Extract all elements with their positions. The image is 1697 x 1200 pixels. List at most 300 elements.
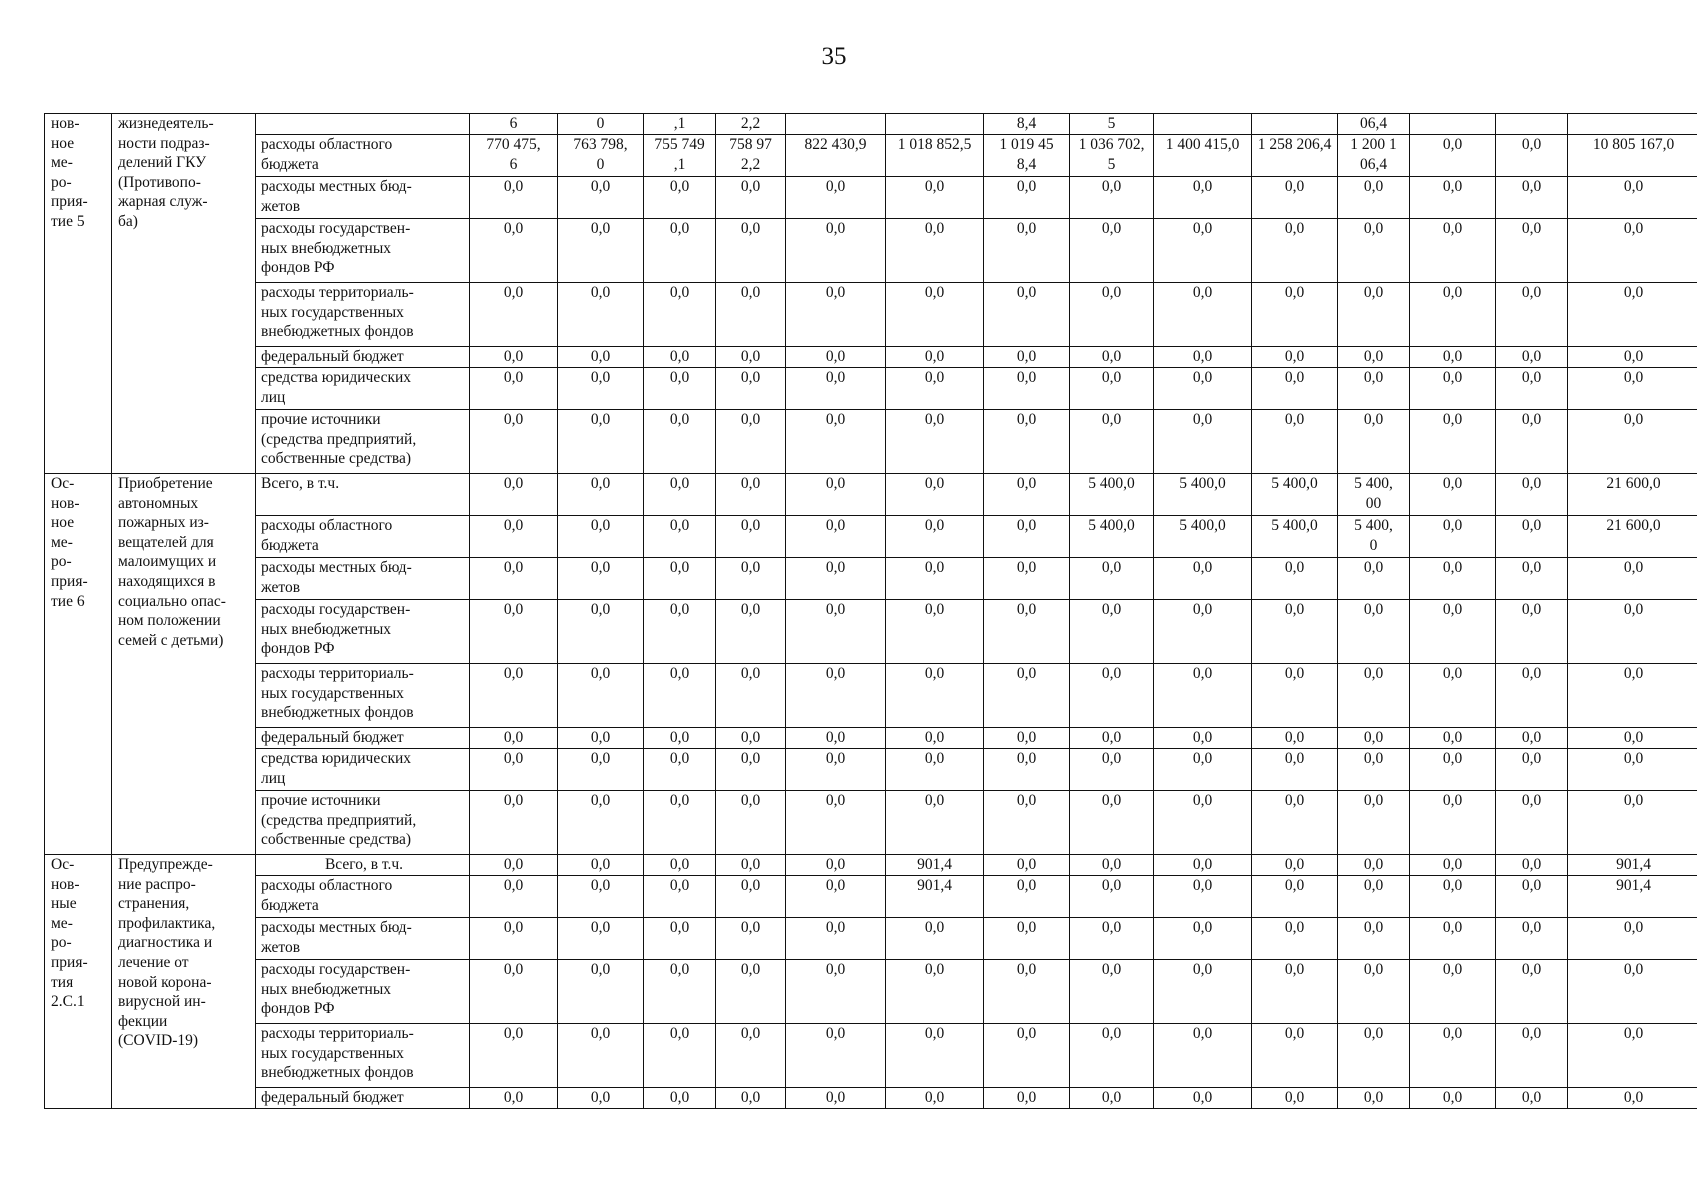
funding-source-cell: федеральный бюджет — [256, 347, 470, 368]
value-cell: 0,0 — [558, 368, 644, 410]
value-cell: 0,0 — [786, 219, 886, 283]
value-cell: 0,0 — [786, 855, 886, 876]
value-cell: 0,0 — [1496, 664, 1568, 728]
activity-number-cell: Ос- нов- ное ме- ро- прия- тие 6 — [45, 474, 112, 855]
table-row — [45, 728, 1697, 749]
value-cell: 1 258 206,4 — [1252, 135, 1338, 177]
funding-source-cell: расходы территориаль- ных государственных внебюджетных фондов — [256, 283, 470, 347]
value-cell: 0,0 — [1410, 876, 1496, 918]
value-cell: 0,0 — [558, 855, 644, 876]
value-cell: 0,0 — [1252, 219, 1338, 283]
value-cell: 0,0 — [984, 558, 1070, 600]
value-cell: 0,0 — [1496, 368, 1568, 410]
value-cell: 0,0 — [786, 368, 886, 410]
value-cell: 0,0 — [644, 918, 716, 960]
value-cell: 0,0 — [1496, 728, 1568, 749]
value-cell: 0,0 — [1252, 728, 1338, 749]
value-cell: 0,0 — [1496, 855, 1568, 876]
value-cell: 0,0 — [470, 1088, 558, 1109]
value-cell: 0,0 — [644, 960, 716, 1024]
value-cell: 0,0 — [1252, 791, 1338, 855]
value-cell: 0,0 — [1070, 1088, 1154, 1109]
value-cell: 0,0 — [786, 918, 886, 960]
funding-source-cell: средства юридических лиц — [256, 749, 470, 791]
table-row — [45, 749, 1697, 791]
value-cell: 0,0 — [786, 749, 886, 791]
value-cell: 0,0 — [470, 749, 558, 791]
value-cell: 0,0 — [716, 876, 786, 918]
value-cell: 0,0 — [644, 283, 716, 347]
value-cell — [1568, 114, 1697, 135]
value-cell: 0,0 — [886, 516, 984, 558]
value-cell: 0,0 — [1410, 347, 1496, 368]
value-cell: 1 400 415,0 — [1154, 135, 1252, 177]
value-cell — [786, 114, 886, 135]
value-cell: 06,4 — [1338, 114, 1410, 135]
value-cell: 822 430,9 — [786, 135, 886, 177]
value-cell: 0,0 — [1252, 918, 1338, 960]
value-cell: 0,0 — [1568, 177, 1697, 219]
value-cell: 0,0 — [1496, 219, 1568, 283]
value-cell: 0,0 — [786, 474, 886, 516]
value-cell: 0,0 — [1410, 728, 1496, 749]
value-cell: 0,0 — [1410, 749, 1496, 791]
value-cell: 0,0 — [558, 558, 644, 600]
value-cell: 0,0 — [786, 1088, 886, 1109]
value-cell: 0,0 — [470, 728, 558, 749]
value-cell: 758 97 2,2 — [716, 135, 786, 177]
value-cell: 0,0 — [1568, 600, 1697, 664]
value-cell: 0,0 — [1496, 516, 1568, 558]
value-cell: 0,0 — [1496, 558, 1568, 600]
table-row — [45, 410, 1697, 474]
table-row — [45, 960, 1697, 1024]
value-cell: 0,0 — [1252, 410, 1338, 474]
table-row — [45, 600, 1697, 664]
value-cell: 0,0 — [1496, 1088, 1568, 1109]
value-cell: 0,0 — [1070, 960, 1154, 1024]
value-cell: 0,0 — [644, 177, 716, 219]
value-cell: 0,0 — [1338, 600, 1410, 664]
value-cell: 0,0 — [1154, 960, 1252, 1024]
value-cell: 0,0 — [1410, 918, 1496, 960]
value-cell: 0,0 — [1154, 600, 1252, 664]
value-cell: 0,0 — [644, 749, 716, 791]
value-cell: 0,0 — [1070, 855, 1154, 876]
value-cell: 0,0 — [1070, 219, 1154, 283]
value-cell: 0,0 — [1252, 1024, 1338, 1088]
value-cell: 0,0 — [886, 960, 984, 1024]
value-cell: 0,0 — [644, 1088, 716, 1109]
value-cell: 0,0 — [1070, 728, 1154, 749]
value-cell: 0,0 — [470, 219, 558, 283]
value-cell: 0,0 — [1410, 664, 1496, 728]
value-cell: 0,0 — [1410, 177, 1496, 219]
table-row — [45, 219, 1697, 283]
value-cell: 755 749 ,1 — [644, 135, 716, 177]
value-cell: 0,0 — [470, 368, 558, 410]
value-cell: 0,0 — [558, 876, 644, 918]
value-cell: 0,0 — [1070, 749, 1154, 791]
value-cell: 0,0 — [1154, 347, 1252, 368]
value-cell: 0,0 — [644, 219, 716, 283]
activity-description-cell: Предупрежде- ние распро- странения, профилактика, диагностика и лечение от новой корона- вирусной ин- фекции (COVID-19) — [112, 855, 256, 1109]
table-row — [45, 283, 1697, 347]
value-cell: 0,0 — [886, 749, 984, 791]
value-cell: 0,0 — [1070, 347, 1154, 368]
value-cell: 0,0 — [644, 791, 716, 855]
value-cell: 0,0 — [558, 410, 644, 474]
value-cell: 0,0 — [716, 1024, 786, 1088]
value-cell: 0,0 — [786, 960, 886, 1024]
value-cell: 0,0 — [1252, 960, 1338, 1024]
value-cell: 0,0 — [1252, 876, 1338, 918]
value-cell: 0,0 — [716, 410, 786, 474]
funding-source-cell: расходы государствен- ных внебюджетных фондов РФ — [256, 600, 470, 664]
table-row — [45, 177, 1697, 219]
value-cell: 0,0 — [558, 791, 644, 855]
value-cell: 0,0 — [470, 960, 558, 1024]
table-row — [45, 1088, 1697, 1109]
value-cell: 0,0 — [984, 791, 1070, 855]
value-cell: 0,0 — [1338, 410, 1410, 474]
value-cell: 0,0 — [1568, 749, 1697, 791]
value-cell: 0,0 — [1154, 219, 1252, 283]
value-cell: 0,0 — [558, 219, 644, 283]
value-cell: 0,0 — [1338, 960, 1410, 1024]
value-cell: 0,0 — [716, 855, 786, 876]
value-cell: 0,0 — [470, 177, 558, 219]
table-row — [45, 1024, 1697, 1088]
value-cell: 0,0 — [1568, 347, 1697, 368]
value-cell — [1496, 114, 1568, 135]
value-cell: 0,0 — [1496, 600, 1568, 664]
value-cell: 0,0 — [1568, 918, 1697, 960]
value-cell: 0,0 — [716, 516, 786, 558]
value-cell: 0,0 — [1154, 368, 1252, 410]
value-cell: 0,0 — [1070, 600, 1154, 664]
value-cell: 0,0 — [644, 600, 716, 664]
value-cell: 0,0 — [1410, 410, 1496, 474]
funding-source-cell: Всего, в т.ч. — [256, 474, 470, 516]
value-cell: 0 — [558, 114, 644, 135]
value-cell: 0,0 — [1496, 876, 1568, 918]
value-cell: 0,0 — [1338, 283, 1410, 347]
value-cell: 0,0 — [1070, 1024, 1154, 1088]
value-cell: 0,0 — [644, 516, 716, 558]
value-cell: 901,4 — [1568, 855, 1697, 876]
value-cell: 0,0 — [1154, 664, 1252, 728]
value-cell: 0,0 — [1252, 368, 1338, 410]
table-row — [45, 114, 1697, 135]
value-cell: 0,0 — [1410, 283, 1496, 347]
value-cell: 0,0 — [1154, 1024, 1252, 1088]
value-cell: 0,0 — [786, 347, 886, 368]
value-cell: 0,0 — [786, 516, 886, 558]
value-cell: 0,0 — [1252, 177, 1338, 219]
value-cell: 0,0 — [1252, 283, 1338, 347]
value-cell: 0,0 — [558, 664, 644, 728]
value-cell: 901,4 — [1568, 876, 1697, 918]
value-cell: 0,0 — [984, 749, 1070, 791]
value-cell: 0,0 — [1568, 960, 1697, 1024]
value-cell: 0,0 — [1338, 876, 1410, 918]
value-cell: 1 036 702, 5 — [1070, 135, 1154, 177]
funding-source-cell: федеральный бюджет — [256, 1088, 470, 1109]
value-cell: 0,0 — [786, 558, 886, 600]
value-cell — [1252, 114, 1338, 135]
value-cell: 0,0 — [1410, 600, 1496, 664]
funding-source-cell: расходы территориаль- ных государственных внебюджетных фондов — [256, 664, 470, 728]
activity-number-cell: нов- ное ме- ро- прия- тие 5 — [45, 114, 112, 474]
value-cell: 5 400,0 — [1252, 474, 1338, 516]
value-cell: 2,2 — [716, 114, 786, 135]
value-cell: 0,0 — [1154, 855, 1252, 876]
value-cell: 0,0 — [716, 219, 786, 283]
funding-source-cell: расходы государствен- ных внебюджетных фондов РФ — [256, 960, 470, 1024]
value-cell: 1 019 45 8,4 — [984, 135, 1070, 177]
activity-description-cell: жизнедеятель- ности подраз- делений ГКУ (Противопо- жарная служ- ба) — [112, 114, 256, 474]
value-cell: 8,4 — [984, 114, 1070, 135]
value-cell: 0,0 — [1070, 558, 1154, 600]
value-cell: 0,0 — [470, 664, 558, 728]
value-cell: 0,0 — [984, 1024, 1070, 1088]
value-cell: 0,0 — [984, 1088, 1070, 1109]
value-cell: 0,0 — [470, 283, 558, 347]
value-cell: 0,0 — [1338, 855, 1410, 876]
value-cell: 0,0 — [1338, 791, 1410, 855]
value-cell: ,1 — [644, 114, 716, 135]
value-cell: 0,0 — [1338, 749, 1410, 791]
table-row — [45, 516, 1697, 558]
value-cell: 0,0 — [984, 410, 1070, 474]
value-cell: 0,0 — [558, 600, 644, 664]
value-cell: 0,0 — [716, 368, 786, 410]
value-cell: 0,0 — [644, 347, 716, 368]
value-cell: 0,0 — [1568, 410, 1697, 474]
value-cell: 0,0 — [716, 791, 786, 855]
value-cell: 0,0 — [1496, 177, 1568, 219]
value-cell: 0,0 — [786, 791, 886, 855]
value-cell: 0,0 — [558, 516, 644, 558]
value-cell: 0,0 — [1338, 1088, 1410, 1109]
funding-source-cell: прочие источники (средства предприятий, собственные средства) — [256, 410, 470, 474]
value-cell: 0,0 — [1154, 177, 1252, 219]
value-cell: 1 018 852,5 — [886, 135, 984, 177]
value-cell: 0,0 — [644, 728, 716, 749]
table-row — [45, 474, 1697, 516]
value-cell: 0,0 — [1410, 1024, 1496, 1088]
value-cell: 0,0 — [886, 600, 984, 664]
value-cell: 0,0 — [558, 1088, 644, 1109]
value-cell: 0,0 — [644, 1024, 716, 1088]
value-cell: 0,0 — [644, 876, 716, 918]
value-cell: 0,0 — [786, 1024, 886, 1088]
value-cell: 21 600,0 — [1568, 474, 1697, 516]
value-cell: 0,0 — [716, 600, 786, 664]
value-cell: 0,0 — [1568, 664, 1697, 728]
value-cell: 5 400,0 — [1070, 474, 1154, 516]
value-cell: 0,0 — [886, 728, 984, 749]
value-cell: 0,0 — [1070, 664, 1154, 728]
value-cell: 0,0 — [1568, 1024, 1697, 1088]
value-cell: 0,0 — [1496, 960, 1568, 1024]
value-cell: 0,0 — [1496, 135, 1568, 177]
activity-number-cell: Ос- нов- ные ме- ро- прия- тия 2.С.1 — [45, 855, 112, 1109]
funding-source-cell: расходы областного бюджета — [256, 876, 470, 918]
value-cell: 0,0 — [470, 791, 558, 855]
funding-source-cell: Всего, в т.ч. — [256, 855, 470, 876]
value-cell: 0,0 — [984, 177, 1070, 219]
value-cell: 5 400, 00 — [1338, 474, 1410, 516]
value-cell: 0,0 — [644, 855, 716, 876]
value-cell: 0,0 — [786, 664, 886, 728]
value-cell: 0,0 — [558, 1024, 644, 1088]
value-cell: 0,0 — [886, 1088, 984, 1109]
value-cell: 0,0 — [886, 177, 984, 219]
funding-source-cell: расходы местных бюд- жетов — [256, 558, 470, 600]
value-cell: 0,0 — [1496, 918, 1568, 960]
value-cell: 0,0 — [886, 664, 984, 728]
value-cell: 0,0 — [1154, 1088, 1252, 1109]
value-cell: 0,0 — [1568, 219, 1697, 283]
value-cell: 0,0 — [886, 219, 984, 283]
value-cell: 0,0 — [716, 749, 786, 791]
value-cell: 0,0 — [1338, 558, 1410, 600]
value-cell: 0,0 — [558, 347, 644, 368]
table-row — [45, 558, 1697, 600]
value-cell: 0,0 — [1252, 600, 1338, 664]
value-cell: 0,0 — [1338, 177, 1410, 219]
value-cell: 0,0 — [1568, 283, 1697, 347]
value-cell: 0,0 — [984, 855, 1070, 876]
value-cell: 0,0 — [1154, 918, 1252, 960]
value-cell: 0,0 — [984, 600, 1070, 664]
value-cell: 0,0 — [886, 368, 984, 410]
value-cell: 0,0 — [1496, 283, 1568, 347]
value-cell: 0,0 — [1568, 791, 1697, 855]
value-cell: 0,0 — [716, 177, 786, 219]
value-cell: 0,0 — [1410, 558, 1496, 600]
budget-table — [44, 113, 1697, 1109]
value-cell: 0,0 — [886, 474, 984, 516]
value-cell: 763 798, 0 — [558, 135, 644, 177]
value-cell: 0,0 — [984, 368, 1070, 410]
value-cell: 0,0 — [558, 283, 644, 347]
value-cell: 0,0 — [886, 558, 984, 600]
value-cell: 0,0 — [716, 283, 786, 347]
value-cell: 6 — [470, 114, 558, 135]
value-cell: 0,0 — [470, 855, 558, 876]
value-cell: 0,0 — [1154, 876, 1252, 918]
value-cell: 0,0 — [716, 1088, 786, 1109]
value-cell: 0,0 — [1252, 347, 1338, 368]
value-cell: 0,0 — [1070, 177, 1154, 219]
value-cell: 0,0 — [1154, 283, 1252, 347]
value-cell: 0,0 — [470, 1024, 558, 1088]
value-cell — [1154, 114, 1252, 135]
value-cell: 770 475, 6 — [470, 135, 558, 177]
funding-source-cell: расходы государствен- ных внебюджетных фондов РФ — [256, 219, 470, 283]
value-cell: 0,0 — [1410, 1088, 1496, 1109]
value-cell: 0,0 — [886, 1024, 984, 1088]
value-cell: 0,0 — [1410, 516, 1496, 558]
value-cell: 0,0 — [984, 516, 1070, 558]
value-cell: 0,0 — [716, 664, 786, 728]
funding-source-cell — [256, 114, 470, 135]
value-cell: 0,0 — [470, 558, 558, 600]
value-cell: 0,0 — [1410, 960, 1496, 1024]
value-cell: 0,0 — [1070, 918, 1154, 960]
value-cell: 0,0 — [1496, 347, 1568, 368]
funding-source-cell: расходы областного бюджета — [256, 516, 470, 558]
value-cell: 0,0 — [984, 918, 1070, 960]
table-row — [45, 918, 1697, 960]
value-cell: 0,0 — [716, 347, 786, 368]
value-cell: 0,0 — [786, 410, 886, 474]
activity-description-cell: Приобретение автономных пожарных из- вещателей для малоимущих и находящихся в социально опас- ном положении семей с детьми) — [112, 474, 256, 855]
value-cell: 0,0 — [1252, 749, 1338, 791]
value-cell: 0,0 — [1410, 855, 1496, 876]
value-cell: 0,0 — [786, 876, 886, 918]
value-cell: 0,0 — [886, 410, 984, 474]
value-cell: 0,0 — [1070, 368, 1154, 410]
value-cell: 0,0 — [1252, 664, 1338, 728]
value-cell: 0,0 — [1338, 918, 1410, 960]
value-cell: 0,0 — [1154, 558, 1252, 600]
funding-source-cell: федеральный бюджет — [256, 728, 470, 749]
value-cell: 0,0 — [1568, 728, 1697, 749]
value-cell: 0,0 — [1154, 791, 1252, 855]
value-cell: 0,0 — [1496, 474, 1568, 516]
funding-source-cell: расходы местных бюд- жетов — [256, 177, 470, 219]
value-cell: 0,0 — [558, 960, 644, 1024]
value-cell: 0,0 — [1154, 749, 1252, 791]
page-number: 35 — [821, 43, 847, 70]
value-cell: 5 400, 0 — [1338, 516, 1410, 558]
value-cell: 0,0 — [786, 177, 886, 219]
value-cell: 0,0 — [984, 474, 1070, 516]
value-cell: 0,0 — [1154, 728, 1252, 749]
value-cell: 0,0 — [1496, 791, 1568, 855]
value-cell: 10 805 167,0 — [1568, 135, 1697, 177]
value-cell: 21 600,0 — [1568, 516, 1697, 558]
value-cell: 0,0 — [984, 728, 1070, 749]
value-cell: 0,0 — [886, 791, 984, 855]
value-cell: 0,0 — [1338, 219, 1410, 283]
value-cell: 0,0 — [1338, 664, 1410, 728]
value-cell: 0,0 — [470, 347, 558, 368]
value-cell: 0,0 — [1410, 474, 1496, 516]
value-cell: 0,0 — [786, 283, 886, 347]
value-cell: 0,0 — [644, 664, 716, 728]
value-cell: 0,0 — [644, 368, 716, 410]
value-cell: 0,0 — [1410, 368, 1496, 410]
value-cell: 0,0 — [470, 918, 558, 960]
value-cell: 0,0 — [716, 474, 786, 516]
value-cell: 0,0 — [644, 474, 716, 516]
value-cell: 0,0 — [558, 728, 644, 749]
table-row — [45, 368, 1697, 410]
table-row — [45, 791, 1697, 855]
funding-source-cell: средства юридических лиц — [256, 368, 470, 410]
value-cell: 0,0 — [558, 749, 644, 791]
value-cell: 0,0 — [1568, 558, 1697, 600]
value-cell: 5 — [1070, 114, 1154, 135]
value-cell: 0,0 — [1070, 791, 1154, 855]
value-cell: 0,0 — [1070, 283, 1154, 347]
funding-source-cell: прочие источники (средства предприятий, собственные средства) — [256, 791, 470, 855]
